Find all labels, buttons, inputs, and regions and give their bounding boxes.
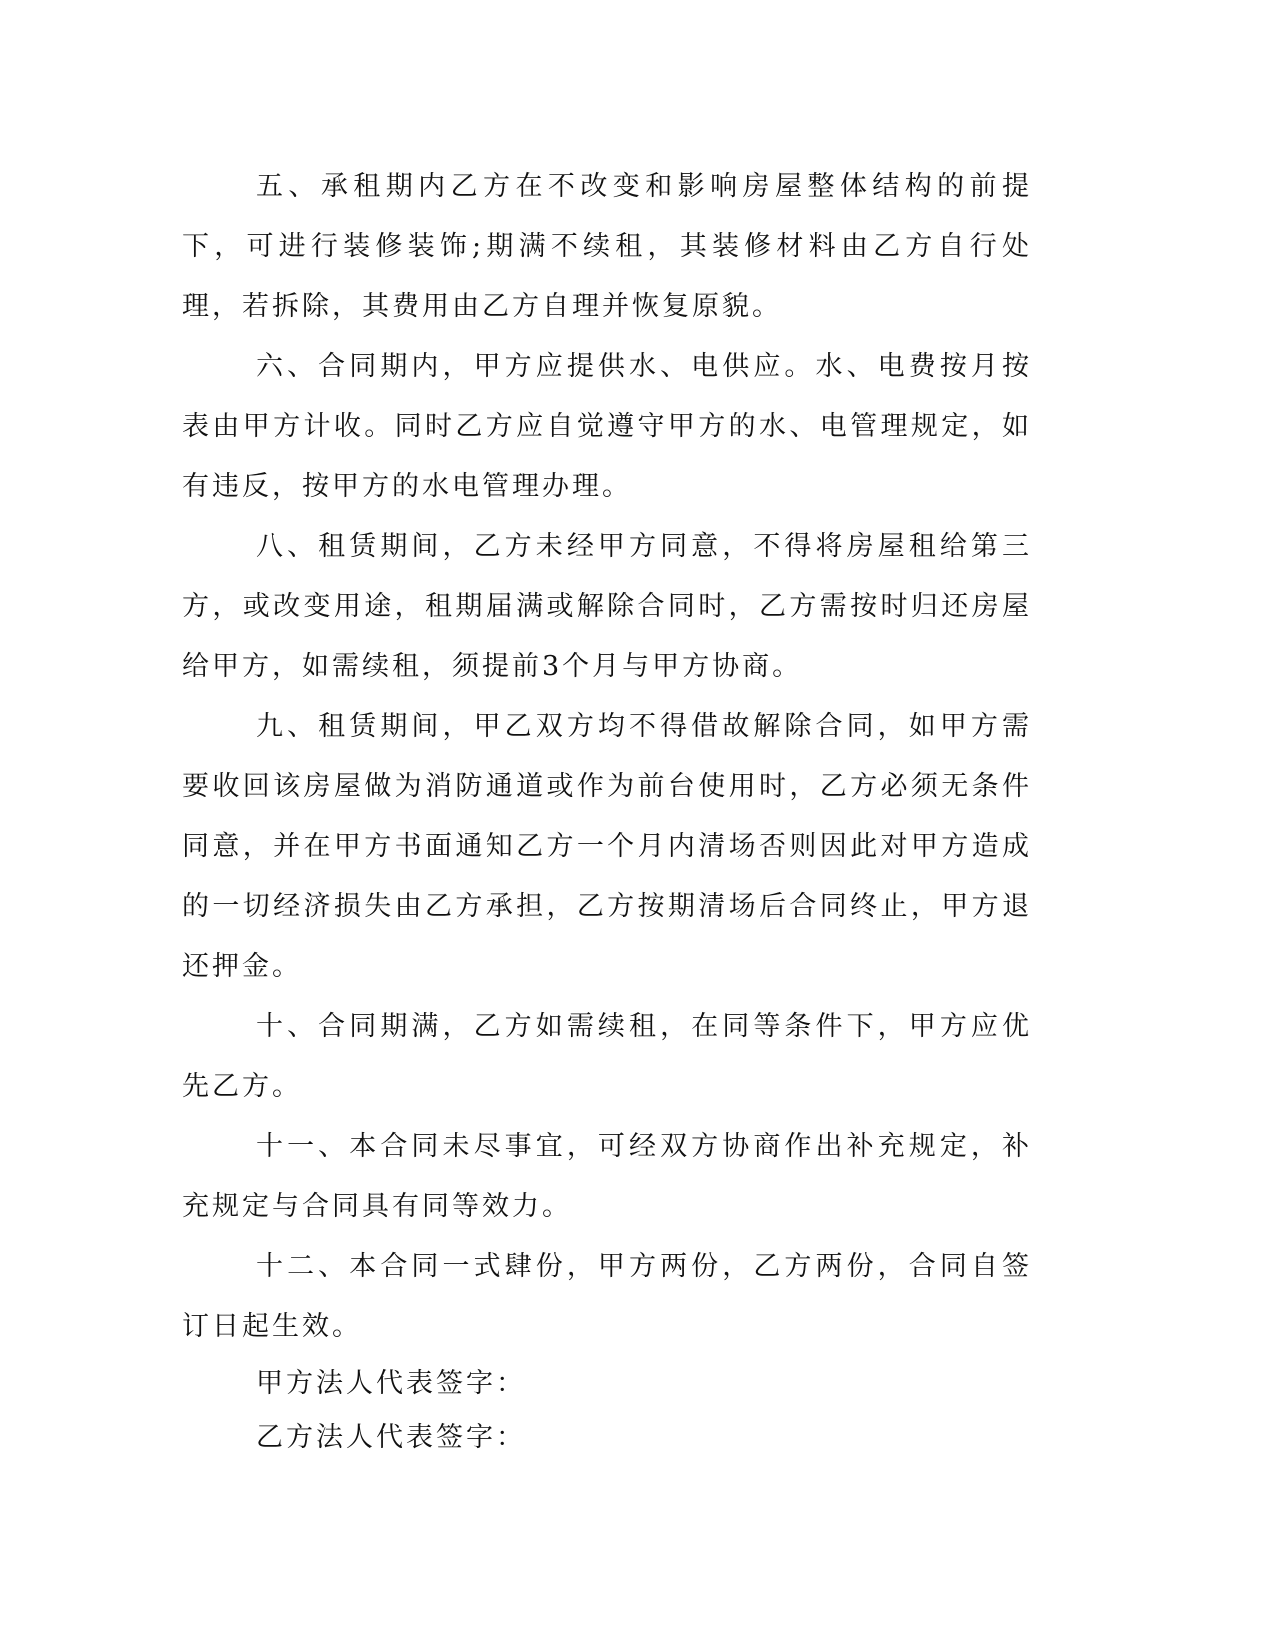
clause-5: 五、承租期内乙方在不改变和影响房屋整体结构的前提下，可进行装修装饰;期满不续租，其装修材料由乙方自行处理，若拆除，其费用由乙方自理并恢复原貌。 (182, 171, 1032, 322)
document-body (182, 157, 1032, 1465)
clause-8: 八、租赁期间，乙方未经甲方同意，不得将房屋租给第三方，或改变用途，租期届满或解除合同时，乙方需按时归还房屋给甲方，如需续租，须提前3个月与甲方协商。 (182, 531, 1032, 682)
clause-9: 九、租赁期间，甲乙双方均不得借故解除合同，如甲方需要收回该房屋做为消防通道或作为前台使用时，乙方必须无条件同意，并在甲方书面通知乙方一个月内清场否则因此对甲方造成的一切经济损失由乙方承担，乙方按期清场后合同终止，甲方退还押金。 (182, 711, 1032, 982)
clause-12: 十二、本合同一式肆份，甲方两份，乙方两份，合同自签订日起生效。 (182, 1251, 1032, 1342)
clause-6: 六、合同期内，甲方应提供水、电供应。水、电费按月按表由甲方计收。同时乙方应自觉遵守甲方的水、电管理规定，如有违反，按甲方的水电管理办理。 (182, 351, 1032, 502)
party-a-signature-line: 甲方法人代表签字： (256, 1368, 526, 1399)
clause-10: 十、合同期满，乙方如需续租，在同等条件下，甲方应优先乙方。 (182, 1011, 1032, 1102)
party-b-signature-line: 乙方法人代表签字： (256, 1422, 526, 1453)
clause-11: 十一、本合同未尽事宜，可经双方协商作出补充规定，补充规定与合同具有同等效力。 (182, 1131, 1032, 1222)
